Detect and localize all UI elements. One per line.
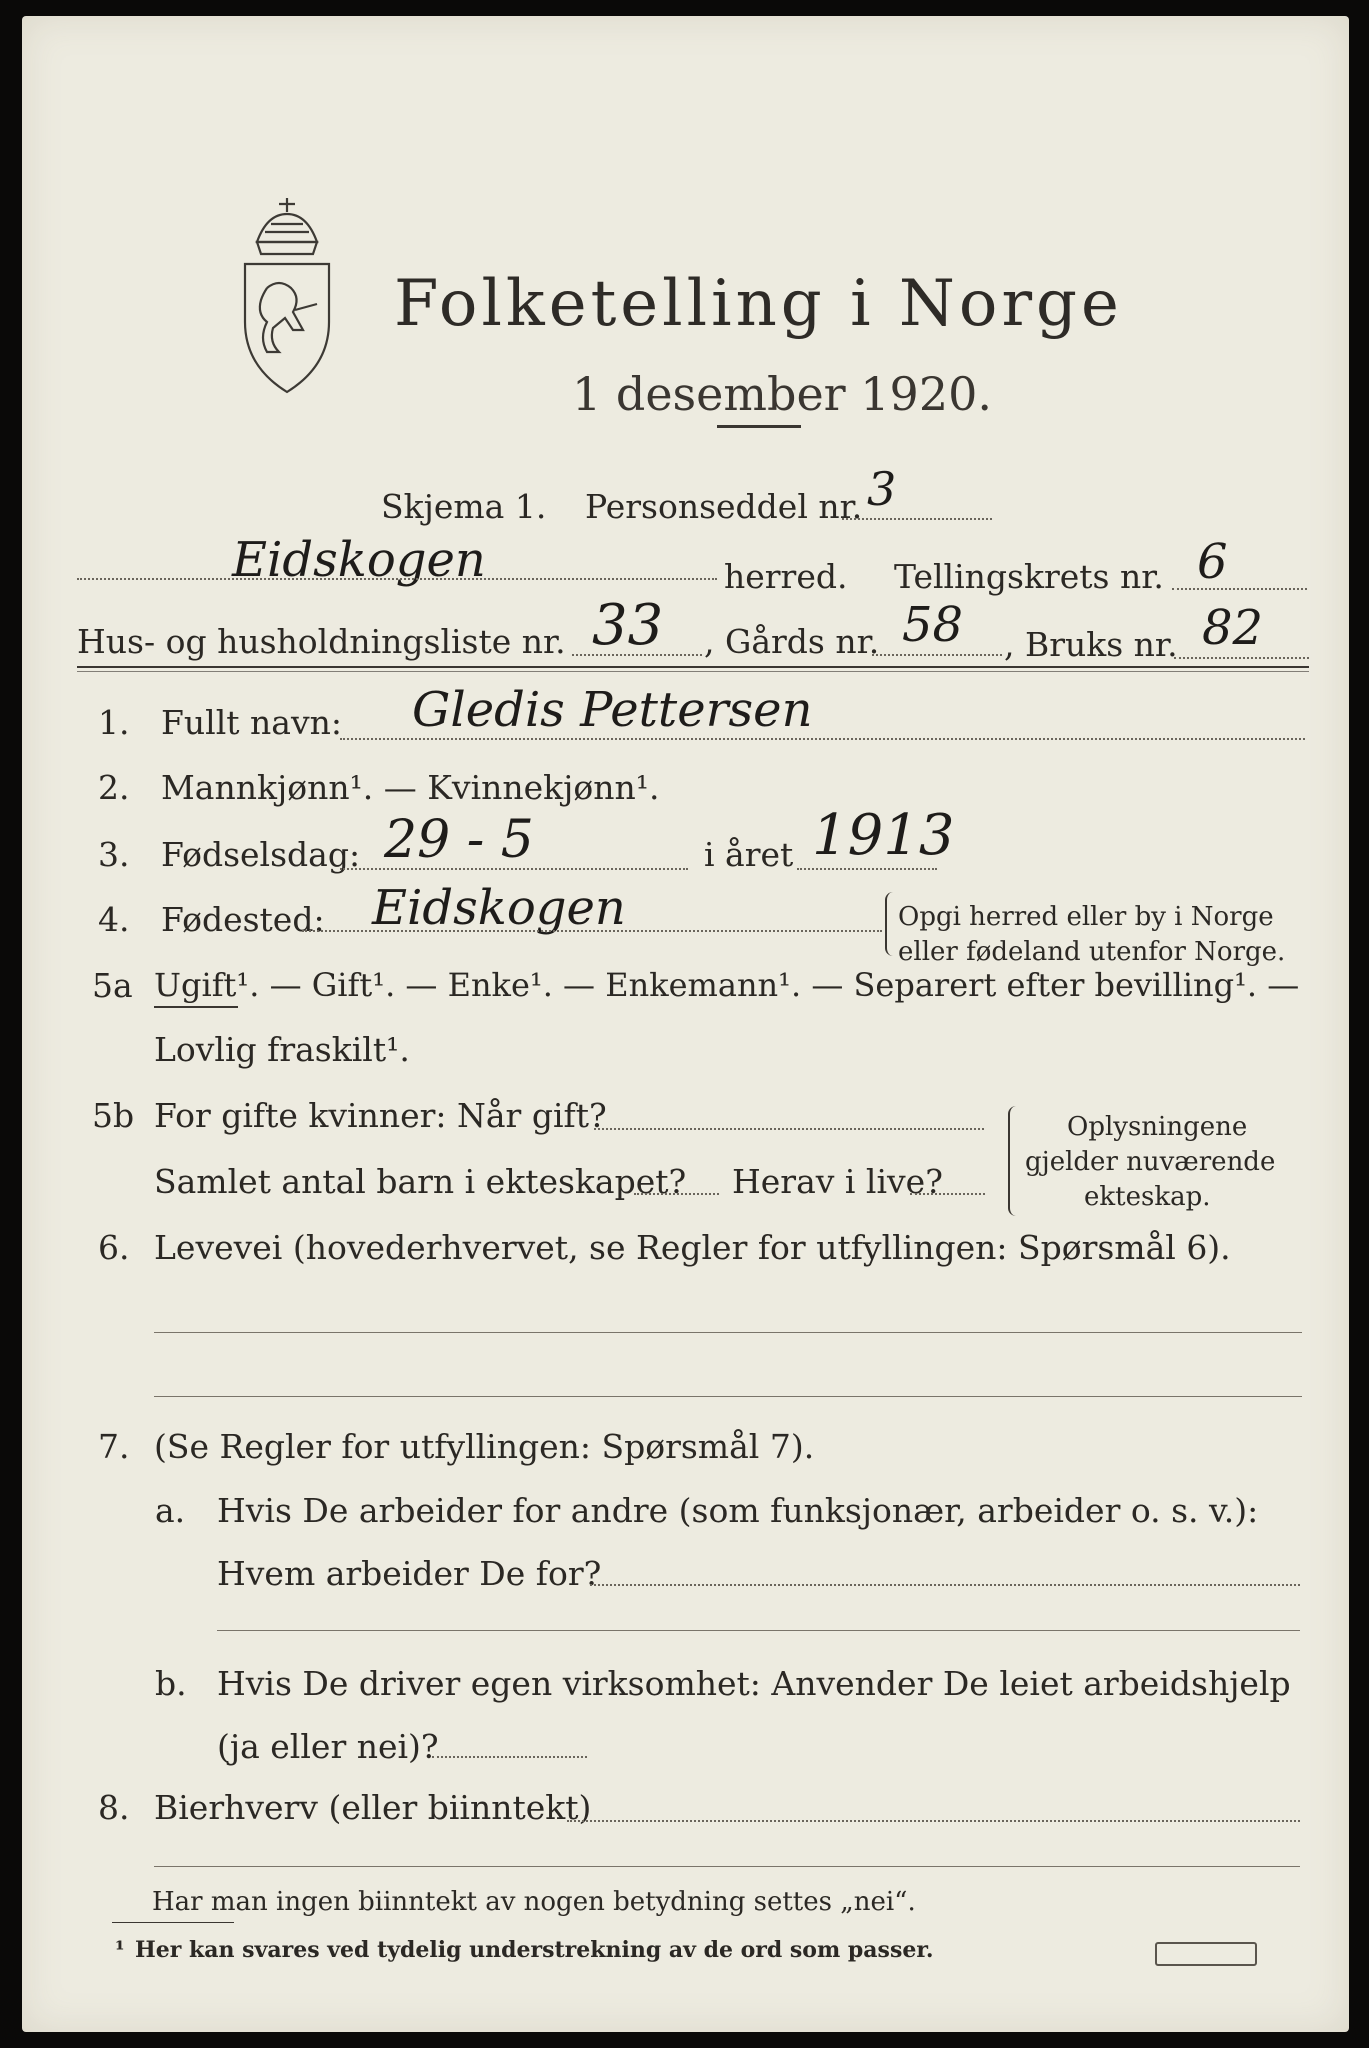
footnote-text: Her kan svares ved tydelig understrekning av de ord som passer. — [135, 1937, 934, 1963]
q6-answer-line1 — [154, 1332, 1302, 1333]
q3-line — [340, 868, 688, 870]
q2-label: Mannkjønn¹. — Kvinnekjønn¹. — [161, 768, 660, 807]
q1-line — [340, 738, 1305, 740]
q4-label: Fødested: — [161, 900, 325, 939]
footnote-rule — [112, 1922, 234, 1923]
form-title: Folketelling i Norge — [394, 267, 1123, 341]
q5b-married-line — [594, 1128, 984, 1130]
hus-label: Hus- og husholdningsliste nr. — [77, 622, 566, 661]
herred-label: herred. — [724, 557, 848, 596]
q8-note: Har man ingen biinntekt av nogen betydning settes „nei“. — [152, 1887, 916, 1917]
printer-mark-stamp — [1155, 1942, 1257, 1966]
q8-number: 8. — [98, 1788, 130, 1827]
tellingskrets-label: Tellingskrets nr. — [894, 557, 1164, 596]
q3-number: 3. — [98, 835, 130, 874]
q6-number: 6. — [98, 1228, 130, 1267]
q7b-line2: (ja eller nei)? — [217, 1727, 439, 1766]
header-separator-2 — [77, 671, 1309, 672]
q7b-line1: Hvis De driver egen virksomhet: Anvender De leiet arbeidshjelp — [217, 1664, 1291, 1703]
q3-value: 29 - 5 — [384, 810, 534, 870]
herred-value: Eidskogen — [232, 532, 486, 588]
q8-answer-line2 — [154, 1866, 1300, 1867]
q7b-answer-line — [432, 1756, 587, 1758]
q5b-note-line1: Oplysningene — [1067, 1112, 1248, 1142]
q4-number: 4. — [98, 900, 130, 939]
q4-note-line1: Opgi herred eller by i Norge — [898, 902, 1274, 932]
q3-year-label: i året — [704, 835, 794, 874]
q5b-note-brace — [1008, 1106, 1018, 1216]
personseddel-line — [842, 518, 992, 520]
bruks-line — [1174, 657, 1309, 659]
norwegian-coat-of-arms-icon — [235, 192, 339, 402]
tellingskrets-line — [1172, 588, 1307, 590]
q7-label: (Se Regler for utfyllingen: Spørsmål 7). — [154, 1427, 815, 1466]
personseddel-value: 3 — [867, 462, 897, 516]
hus-value: 33 — [592, 593, 664, 658]
q7-number: 7. — [98, 1427, 130, 1466]
personseddel-label: Personseddel nr. — [585, 487, 863, 526]
q5b-line2b: Herav i live? — [732, 1162, 943, 1201]
gards-value: 58 — [902, 597, 964, 653]
q7a-line2: Hvem arbeider De for? — [217, 1554, 602, 1593]
herred-line — [77, 578, 717, 580]
q5b-alive-line — [910, 1193, 985, 1195]
q5b-note-line3: ekteskap. — [1084, 1182, 1211, 1212]
header-separator — [77, 666, 1309, 668]
q5b-note-line2: gjelder nuværende — [1025, 1147, 1276, 1177]
gards-line — [872, 654, 1002, 656]
bruks-value: 82 — [1202, 600, 1264, 656]
q4-note-brace — [885, 892, 895, 956]
q1-number: 1. — [98, 703, 130, 742]
skjema-label: Skjema 1. — [381, 487, 547, 526]
q3-label: Fødselsdag: — [161, 835, 361, 874]
q7a-answer-line2 — [217, 1630, 1300, 1631]
bruks-label: , Bruks nr. — [1004, 625, 1178, 664]
q3-year-line — [797, 868, 937, 870]
q8-answer-line — [567, 1820, 1300, 1822]
tellingskrets-value: 6 — [1197, 534, 1228, 590]
hus-line — [572, 654, 702, 656]
q6-answer-line2 — [154, 1396, 1302, 1397]
q5a-number: 5a — [92, 966, 133, 1005]
q8-label: Bierhverv (eller biinntekt) — [154, 1788, 592, 1827]
ugift-underline — [154, 1006, 238, 1008]
q7b-number: b. — [155, 1664, 187, 1703]
q5b-line2a: Samlet antal barn i ekteskapet? — [154, 1162, 687, 1201]
q5b-line1: For gifte kvinner: Når gift? — [154, 1096, 607, 1135]
q6-label: Levevei (hovederhvervet, se Regler for utfyllingen: Spørsmål 6). — [154, 1228, 1231, 1267]
q1-value: Gledis Pettersen — [412, 682, 813, 738]
q7a-line1: Hvis De arbeider for andre (som funksjonær, arbeider o. s. v.): — [217, 1491, 1259, 1530]
census-form-page — [22, 16, 1349, 2032]
q7a-answer-line — [590, 1584, 1300, 1586]
q2-number: 2. — [98, 768, 130, 807]
q1-label: Fullt navn: — [161, 703, 342, 742]
q7a-number: a. — [155, 1491, 186, 1530]
census-date: 1 desember 1920. — [572, 367, 992, 421]
q3-year-value: 1913 — [812, 803, 955, 868]
q5b-number: 5b — [92, 1096, 135, 1135]
gards-label: , Gårds nr. — [704, 622, 880, 661]
q5a-line1: Ugift¹. — Gift¹. — Enke¹. — Enkemann¹. — Separert efter bevilling¹. — — [154, 966, 1300, 1004]
title-divider — [717, 425, 801, 428]
footnote-mark: ¹ — [115, 1937, 125, 1963]
q4-note-line2: eller fødeland utenfor Norge. — [898, 937, 1286, 967]
q4-value: Eidskogen — [372, 880, 626, 936]
q5a-line2: Lovlig fraskilt¹. — [154, 1030, 410, 1069]
q5b-children-line — [634, 1193, 719, 1195]
q4-line — [302, 930, 882, 932]
